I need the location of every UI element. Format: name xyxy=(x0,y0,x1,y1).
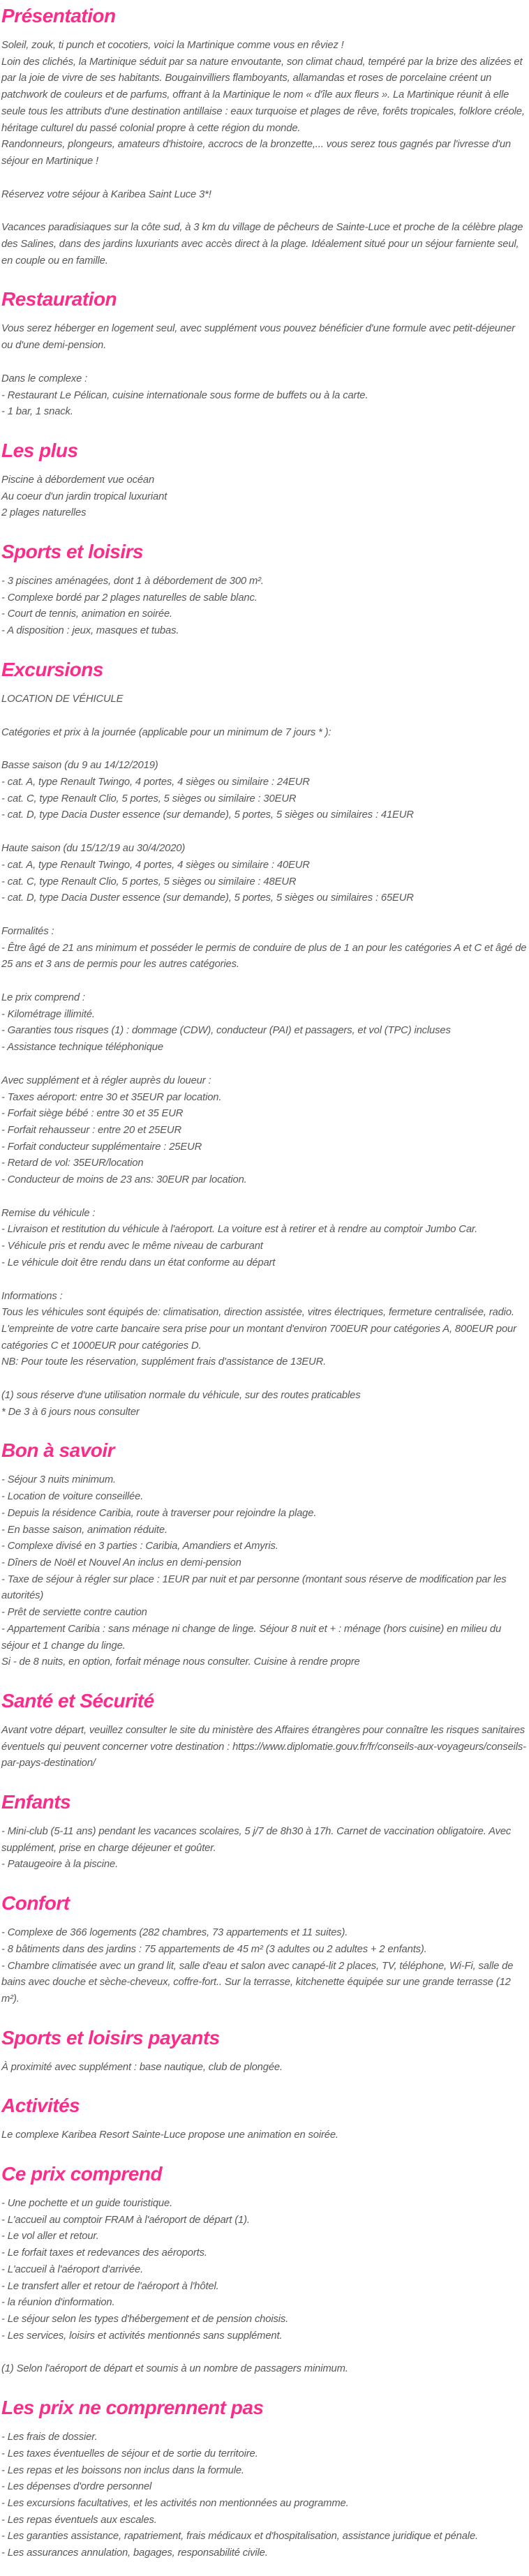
paragraph xyxy=(1,38,528,170)
section-restauration xyxy=(1,287,528,421)
paragraph xyxy=(1,990,528,1056)
paragraph xyxy=(1,220,528,269)
section-ce-prix-comprend xyxy=(1,2162,528,2378)
section-title-sante-et-securite: Santé et Sécurité xyxy=(1,1689,154,1712)
text-line: - A disposition : jeux, masques et tubas. xyxy=(1,625,179,637)
paragraph xyxy=(1,1073,528,1189)
text-line: - Mini-club (5-11 ans) pendant les vacances scolaires, 5 j/7 de 8h30 à 17h. Carnet de vaccination obligatoire. Avec supplément, prise en charge déjeuner et goûter. xyxy=(1,1826,512,1854)
paragraph xyxy=(1,725,528,742)
paragraph xyxy=(1,841,528,907)
text-line: - Forfait rehausseur : entre 20 et 25EUR xyxy=(1,1124,182,1136)
text-line: - Le forfait taxes et redevances des aéroports. xyxy=(1,2247,207,2259)
section-les-plus xyxy=(1,439,528,522)
text-line: Loin des clichés, la Martinique séduit par sa nature envoutante, son climat chaud, tempéré par la brize des alizées et par la joie de vivre de ses habitants. Bougainvilliers flamboyants, allamandas et roses de porcelaine créent un patchwork de couleurs et de parfums, offrant à la Martinique le nom « d'île aux fleurs ». La Martinique réunit à elle seule tous les attributs d'une destination antillaise : eaux turquoise et plages de rêve, forêts tropicales, folklore créole, héritage culturel du passé colonial propre à cette région du monde. xyxy=(1,56,525,134)
paragraph xyxy=(1,574,528,640)
text-line: Catégories et prix à la journée (applicable pour un minimum de 7 jours * ): xyxy=(1,726,331,738)
text-line: - Complexe de 366 logements (282 chambres, 73 appartements et 11 suites). xyxy=(1,1927,348,1939)
text-line: - L'accueil au comptoir FRAM à l'aéroport de départ (1). xyxy=(1,2214,250,2226)
paragraph xyxy=(1,321,528,354)
text-line: Avec supplément et à régler auprès du loueur : xyxy=(1,1074,211,1086)
paragraph xyxy=(1,1824,528,1873)
paragraph xyxy=(1,758,528,824)
text-line: - Appartement Caribia : sans ménage ni change de linge. Séjour 8 nuit et + : ménage (hors cuisine) en milieu du séjour et 1 change du linge. xyxy=(1,1623,502,1652)
text-line: - Les excursions facultatives, et les activités non mentionnées au programme. xyxy=(1,2497,349,2509)
text-line: - Forfait siège bébé : entre 30 et 35 EUR xyxy=(1,1108,184,1120)
text-line: - Le transfert aller et retour de l'aéroport à l'hôtel. xyxy=(1,2280,219,2292)
text-line: - En basse saison, animation réduite. xyxy=(1,1524,167,1536)
paragraph xyxy=(1,472,528,522)
paragraph xyxy=(1,2361,528,2378)
section-title-excursions: Excursions xyxy=(1,658,103,680)
text-line: - Complexe bordé par 2 plages naturelles de sable blanc. xyxy=(1,592,258,604)
text-line: - Taxes aéroport: entre 30 et 35EUR par location. xyxy=(1,1091,222,1103)
section-title-sports-et-loisirs: Sports et loisirs xyxy=(1,541,144,563)
section-title-enfants: Enfants xyxy=(1,1791,71,1813)
section-title-confort: Confort xyxy=(1,1892,70,1915)
paragraph xyxy=(1,1388,528,1421)
section-title-activites: Activités xyxy=(1,2095,80,2117)
text-line: - 3 piscines aménagées, dont 1 à débordement de 300 m². xyxy=(1,576,264,587)
section-title-sports-et-loisirs-payants: Sports et loisirs payants xyxy=(1,2026,220,2049)
paragraph xyxy=(1,1289,528,1372)
text-line: - Court de tennis, animation en soirée. xyxy=(1,608,173,620)
text-line: - Les assurances annulation, bagages, responsabilité civile. xyxy=(1,2547,268,2559)
text-line: - Assistance technique téléphonique xyxy=(1,1042,163,1054)
text-line: - 1 bar, 1 snack. xyxy=(1,406,73,418)
text-line: - Complexe divisé en 3 parties : Caribia, Amandiers et Amyris. xyxy=(1,1541,278,1552)
section-sante-et-securite xyxy=(1,1689,528,1772)
text-line: Randonneurs, plongeurs, amateurs d'histoire, accrocs de la bronzette,... vous serez tous gagnés par l'ivresse d'un séjour en Martinique ! xyxy=(1,139,511,167)
text-line: - Les services, loisirs et activités mentionnés sans supplément. xyxy=(1,2330,283,2342)
section-title-les-prix-ne-comprennent-pas: Les prix ne comprennent pas xyxy=(1,2397,264,2419)
text-line: - Restaurant Le Pélican, cuisine internationale sous forme de buffets ou à la carte. xyxy=(1,389,368,401)
paragraph xyxy=(1,1206,528,1272)
text-line: - 8 bâtiments dans des jardins : 75 appartements de 45 m² (3 adultes ou 2 adultes + 2 enfants). xyxy=(1,1943,427,1955)
text-line: (1) sous réserve d'une utilisation normale du véhicule, sur des routes praticables xyxy=(1,1390,361,1402)
text-line: 2 plages naturelles xyxy=(1,507,87,519)
text-line: L'empreinte de votre carte bancaire sera prise pour un montant d'environ 700EUR pour catégories A, 800EUR pour catégories C et 1000EUR pour catégories D. xyxy=(1,1323,516,1351)
section-title-restauration: Restauration xyxy=(1,288,117,310)
text-line: - Les repas et les boissons non inclus dans la formule. xyxy=(1,2464,244,2476)
text-line: * De 3 à 6 jours nous consulter xyxy=(1,1406,140,1418)
text-line: - L'accueil à l'aéroport d'arrivée. xyxy=(1,2263,144,2275)
section-title-les-plus: Les plus xyxy=(1,439,78,461)
section-excursions xyxy=(1,658,528,1421)
text-line: Si - de 8 nuits, en option, forfait ménage nous consulter. Cuisine à rendre propre xyxy=(1,1656,360,1668)
section-title-presentation: Présentation xyxy=(1,5,116,27)
text-line: - la réunion d'information. xyxy=(1,2297,115,2309)
text-line: - Une pochette et un guide touristique. xyxy=(1,2198,173,2210)
text-line: - Véhicule pris et rendu avec le même niveau de carburant xyxy=(1,1241,263,1252)
paragraph xyxy=(1,2429,528,2562)
paragraph xyxy=(1,2060,528,2076)
text-line: Informations : xyxy=(1,1290,63,1302)
text-line: Au coeur d'un jardin tropical luxuriant xyxy=(1,491,167,502)
section-sports-et-loisirs xyxy=(1,540,528,640)
paragraph xyxy=(1,2196,528,2344)
text-line: - Garanties tous risques (1) : dommage (CDW), conducteur (PAI) et passagers, et vol (TPC) incluses xyxy=(1,1025,451,1037)
text-line: Basse saison (du 9 au 14/12/2019) xyxy=(1,760,158,772)
text-line: - Être âgé de 21 ans minimum et posséder le permis de conduire de plus de 1 an pour les catégories A et C et âgé de 25 ans et 3 ans de permis pour les autres catégories. xyxy=(1,942,527,971)
paragraph xyxy=(1,187,528,204)
text-line: - Forfait conducteur supplémentaire : 25EUR xyxy=(1,1141,202,1153)
text-line: Vous serez héberger en logement seul, avec supplément vous pouvez bénéficier d'une formule avec petit-déjeuner ou d'une demi-pension. xyxy=(1,323,515,352)
section-enfants xyxy=(1,1790,528,1873)
text-line: - cat. D, type Dacia Duster essence (sur demande), 5 portes, 5 sièges ou similaires : 65EUR xyxy=(1,892,414,904)
text-line: - Dîners de Noël et Nouvel An inclus en demi-pension xyxy=(1,1557,241,1568)
text-line: - cat. C, type Renault Clio, 5 portes, 5 sièges ou similaire : 30EUR xyxy=(1,793,297,804)
text-line: - Les frais de dossier. xyxy=(1,2432,98,2443)
paragraph xyxy=(1,924,528,973)
text-line: Le prix comprend : xyxy=(1,992,85,1004)
text-line: - Séjour 3 nuits minimum. xyxy=(1,1474,117,1486)
text-line: - Les dépenses d'ordre personnel xyxy=(1,2481,152,2493)
section-confort xyxy=(1,1892,528,2008)
text-line: Vacances paradisiaques sur la côte sud, à 3 km du village de pêcheurs de Sainte-Luce et proche de la célèbre plage des Salines, dans des jardins luxuriants avec accès direct à la plage. Idéalement situé pour un séjour farniente seul, en couple ou en famille. xyxy=(1,222,523,267)
text-line: - Le vol aller et retour. xyxy=(1,2231,99,2242)
text-line: Haute saison (du 15/12/19 au 30/4/2020) xyxy=(1,843,186,855)
text-line: - Livraison et restitution du véhicule à l'aéroport. La voiture est à retirer et à rendre au comptoir Jumbo Car. xyxy=(1,1224,478,1236)
text-line: Remise du véhicule : xyxy=(1,1207,96,1219)
text-line: - Location de voiture conseillée. xyxy=(1,1491,144,1503)
text-line: (1) Selon l'aéroport de départ et soumis à un nombre de passagers minimum. xyxy=(1,2363,348,2375)
text-line: - Prêt de serviette contre caution xyxy=(1,1607,147,1619)
text-line: Avant votre départ, veuillez consulter le site du ministère des Affaires étrangères pour connaître les risques sanitaires éventuels qui peuvent concerner votre destination : https://www.diplomatie.gouv.fr/fr/conseils-aux-voyageurs/conseils-par-pays-destination/ xyxy=(1,1724,526,1769)
text-line: Piscine à débordement vue océan xyxy=(1,474,155,486)
section-bon-a-savoir xyxy=(1,1439,528,1670)
text-line: NB: Pour toute les réservation, supplément frais d'assistance de 13EUR. xyxy=(1,1356,327,1368)
section-sports-et-loisirs-payants xyxy=(1,2026,528,2076)
paragraph xyxy=(1,371,528,421)
text-line: - Les taxes éventuelles de séjour et de sortie du territoire. xyxy=(1,2448,258,2459)
text-line: - cat. A, type Renault Twingo, 4 portes, 4 sièges ou similaire : 40EUR xyxy=(1,859,310,871)
section-title-bon-a-savoir: Bon à savoir xyxy=(1,1439,115,1462)
section-title-ce-prix-comprend: Ce prix comprend xyxy=(1,2163,163,2185)
text-line: - Conducteur de moins de 23 ans: 30EUR par location. xyxy=(1,1174,247,1186)
section-presentation xyxy=(1,4,528,269)
text-line: - Retard de vol: 35EUR/location xyxy=(1,1158,144,1169)
paragraph xyxy=(1,1723,528,1772)
text-line: - Taxe de séjour à régler sur place : 1EUR par nuit et par personne (montant sous réserve de modification par les autorités) xyxy=(1,1573,507,1602)
text-line: Tous les véhicules sont équipés de: climatisation, direction assistée, vitres électriques, fermeture centralisée, radio. xyxy=(1,1307,514,1319)
text-line: - cat. C, type Renault Clio, 5 portes, 5 sièges ou similaire : 48EUR xyxy=(1,876,297,888)
text-line: Le complexe Karibea Resort Sainte-Luce propose une animation en soirée. xyxy=(1,2129,338,2141)
text-line: - Les garanties assistance, rapatriement, frais médicaux et d'hospitalisation, assistance juridique et pénale. xyxy=(1,2531,478,2543)
text-line: - Chambre climatisée avec un grand lit, salle d'eau et salon avec canapé-lit 2 places, TV, téléphone, Wi-Fi, salle de bains avec douche et sèche-cheveux, coffre-fort.. Sur la terrasse, kitchenette équipée sur une grande terrasse (12 m²). xyxy=(1,1960,514,2005)
paragraph xyxy=(1,2127,528,2144)
text-line: Dans le complexe : xyxy=(1,373,88,384)
text-line: - cat. D, type Dacia Duster essence (sur demande), 5 portes, 5 sièges ou similaires : 41EUR xyxy=(1,809,414,821)
text-line: - Pataugeoire à la piscine. xyxy=(1,1859,119,1871)
text-line: - Kilométrage illimité. xyxy=(1,1008,95,1020)
text-line: Réservez votre séjour à Karibea Saint Luce 3*! xyxy=(1,188,211,200)
text-line: Formalités : xyxy=(1,925,54,937)
section-activites xyxy=(1,2094,528,2144)
text-line: - cat. A, type Renault Twingo, 4 portes, 4 sièges ou similaire : 24EUR xyxy=(1,776,310,788)
text-line: - Le véhicule doit être rendu dans un état conforme au départ xyxy=(1,1257,276,1268)
paragraph xyxy=(1,691,528,708)
paragraph xyxy=(1,1472,528,1670)
text-line: - Les repas éventuels aux escales. xyxy=(1,2514,157,2526)
text-line: Soleil, zouk, ti punch et cocotiers, voici la Martinique comme vous en rêviez ! xyxy=(1,40,344,51)
text-line: - Le séjour selon les types d'hébergement et de pension choisis. xyxy=(1,2313,289,2325)
text-line: À proximité avec supplément : base nautique, club de plongée. xyxy=(1,2061,283,2073)
paragraph xyxy=(1,1925,528,2008)
text-line: LOCATION DE VÉHICULE xyxy=(1,693,124,705)
section-les-prix-ne-comprennent-pas xyxy=(1,2396,528,2562)
text-line: - Depuis la résidence Caribia, route à traverser pour rejoindre la plage. xyxy=(1,1507,317,1519)
